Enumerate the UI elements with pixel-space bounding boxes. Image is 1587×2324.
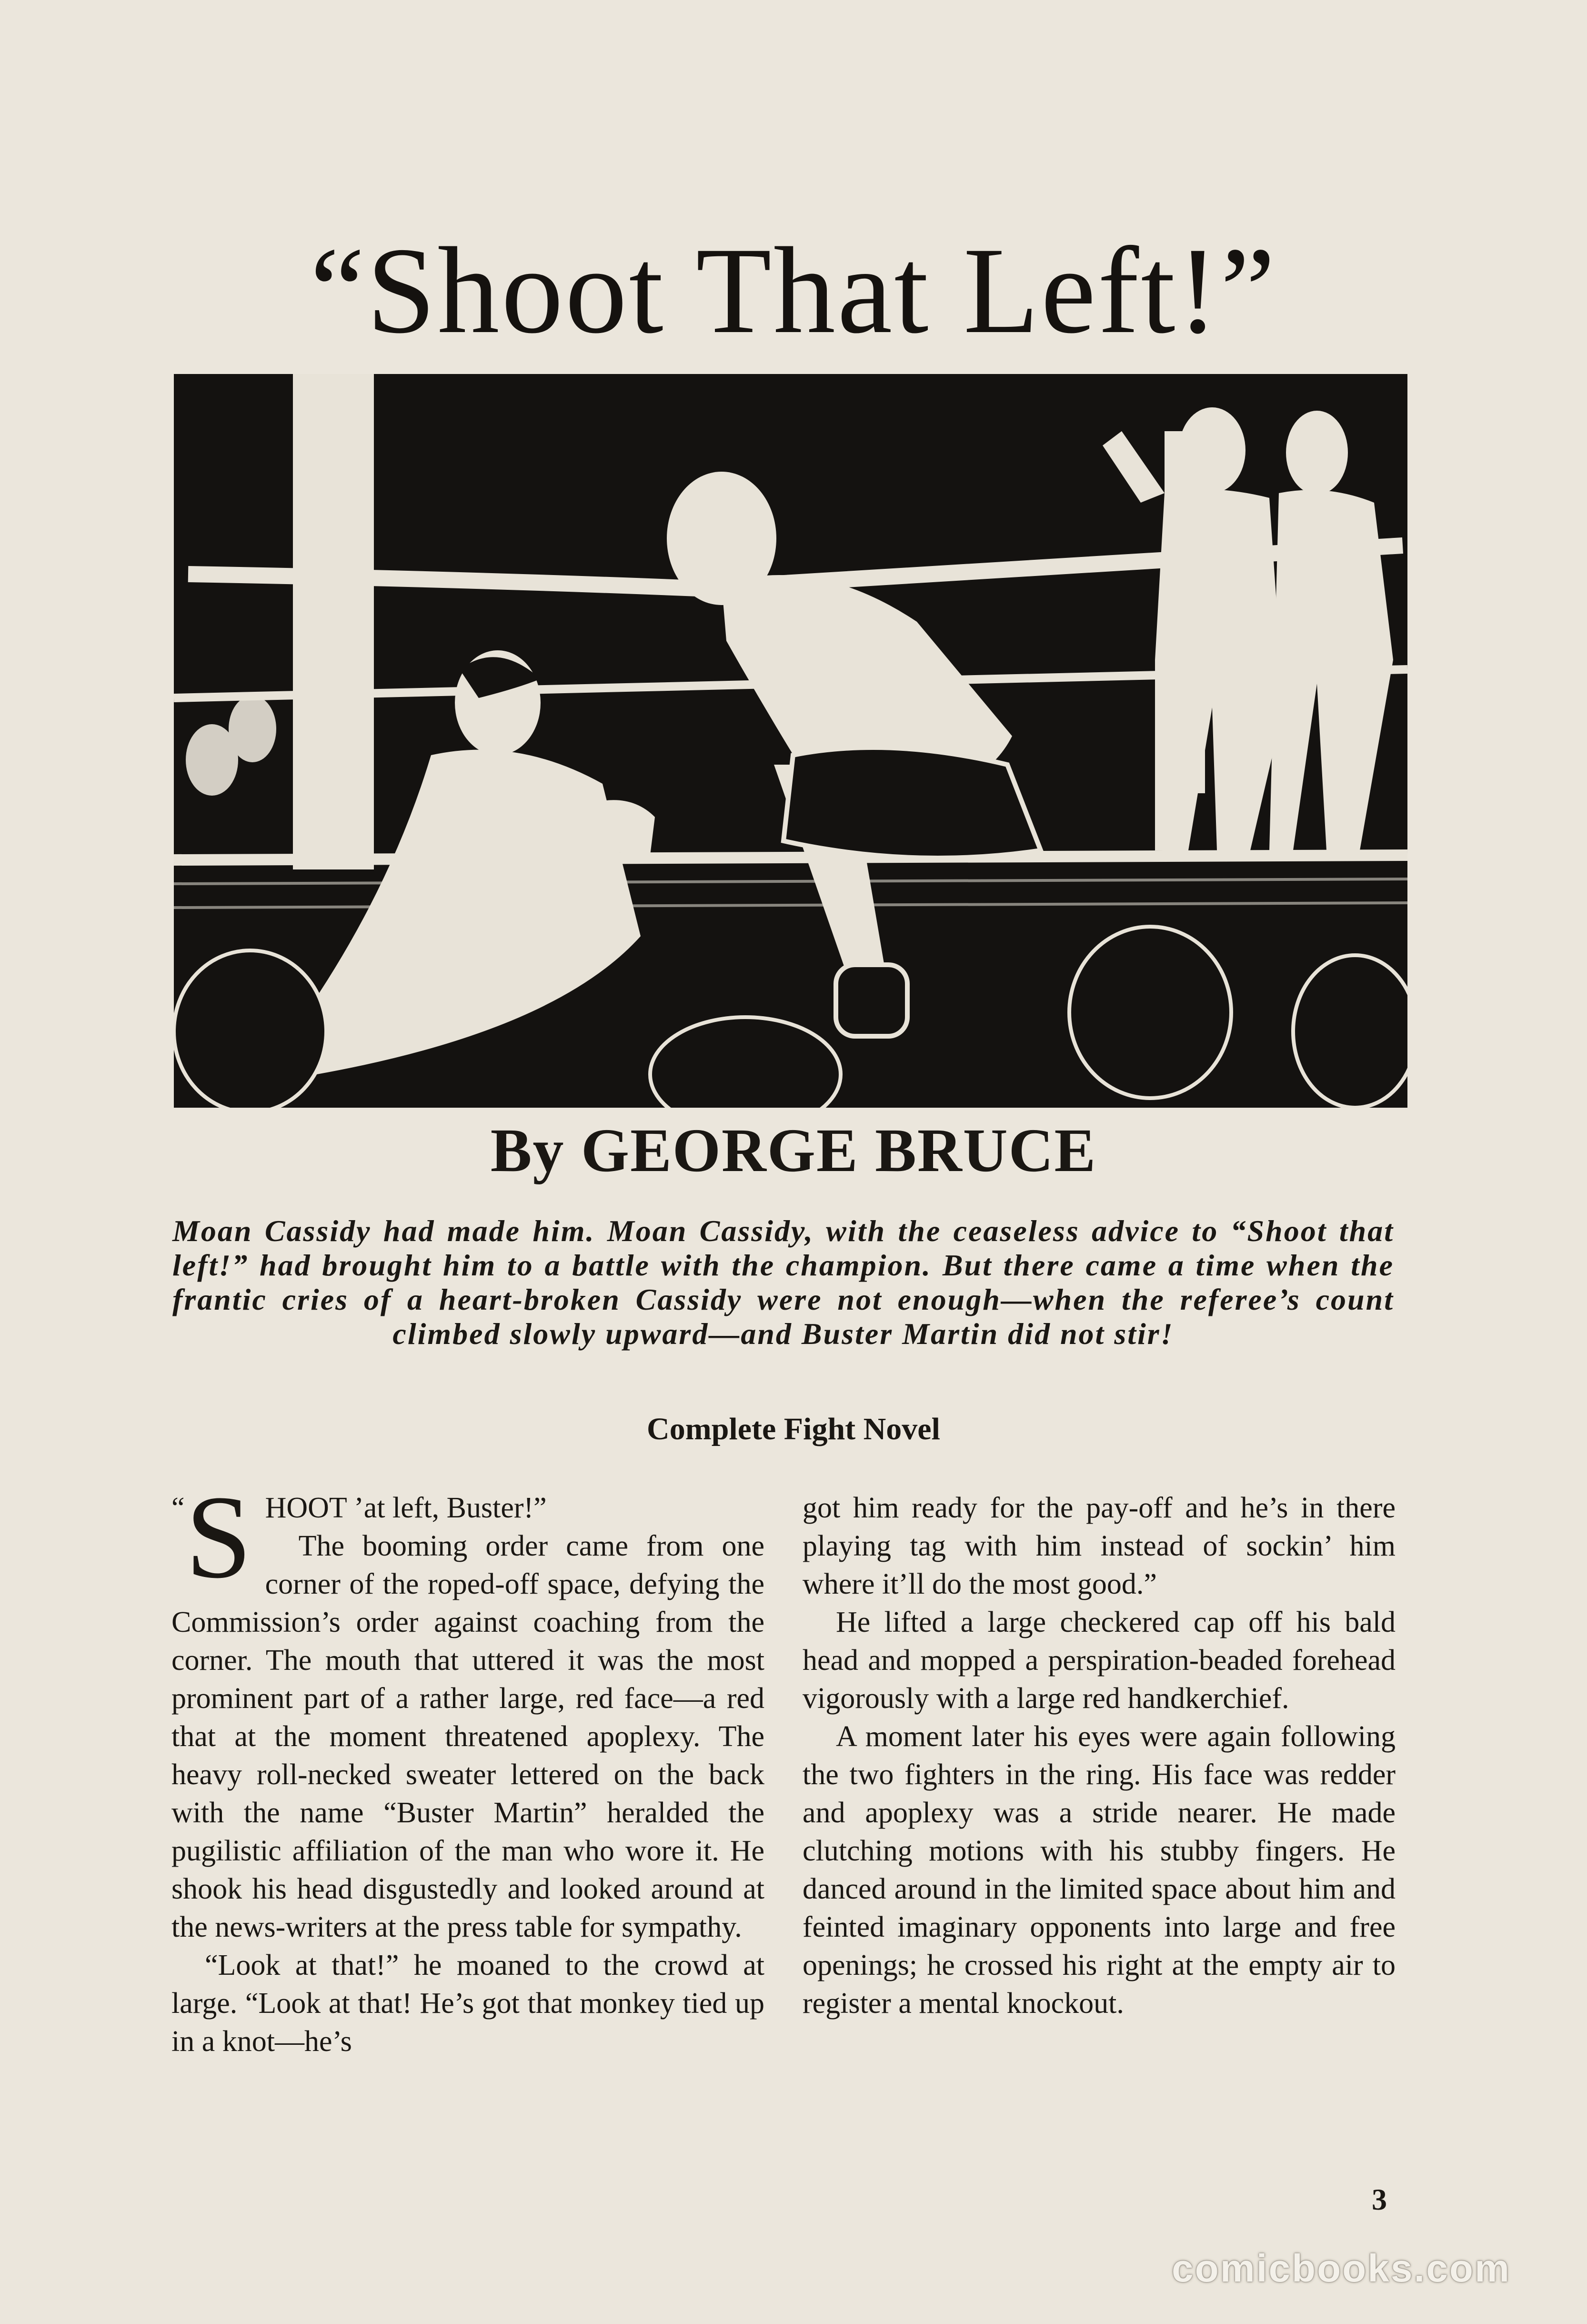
paragraph [171, 1471, 764, 1603]
story-title: “Shoot That Left!” [310, 222, 1277, 359]
story-category: Complete Fight Novel [647, 1412, 940, 1446]
page-number: 3 [1372, 2183, 1387, 2216]
author-byline: By GEORGE BRUCE [490, 1116, 1097, 1185]
paragraph: He lifted a large checkered cap off his bald head and mopped a perspiration-beaded forehead vigorously with a large red handkerchief. [803, 1606, 1396, 1715]
paragraph: got him ready for the pay-off and he’s in there playing tag with him instead of sockin’ him where it’ll do the most good.” [803, 1492, 1396, 1600]
watermark: comicbooks.com [1172, 2247, 1511, 2290]
text-column-right [803, 1489, 1396, 2022]
text-column-left [171, 1471, 764, 2061]
story-blurb: Moan Cassidy had made him. Moan Cassidy, with the ceaseless advice to “Shoot that left!” had brought him to a battle with the champion. But there came a time when the frantic cries of a heart-broken Cassidy were not enough—when the referee’s count climbed slowly upward—and Buster Martin did not stir! [172, 1214, 1394, 1351]
illustration-drawing [174, 374, 1407, 1108]
drop-quote-mark: “ [171, 1492, 185, 1524]
paragraph: “Look at that!” he moaned to the crowd at large. “Look at that! He’s got that monkey tied up in a knot—he’s [171, 1949, 764, 2058]
paragraph-text: HOOT ’at left, Buster!” [265, 1492, 547, 1524]
boxing-ring-illustration [174, 374, 1407, 1108]
paragraph: The booming order came from one corner of the roped-off space, defying the Commission’s order against coaching from the corner. The mouth that uttered it was the most prominent part of a rather large, red face—a red that at the moment threatened apoplexy. The heavy roll-necked sweater lettered on the back with the name “Buster Martin” heralded the pugilistic affiliation of the man who wore it. He shook his head disgustedly and looked around at the news-writers at the press table for sympathy. [171, 1530, 764, 1943]
paragraph: A moment later his eyes were again following the two fighters in the ring. His face was redder and apoplexy was a stride nearer. He made clutching motions with his stubby fingers. He danced around in the limited space about him and feinted imaginary opponents into large and free openings; he crossed his right at the empty air to register a mental knockout. [803, 1720, 1396, 2020]
drop-cap: S [185, 1471, 252, 1603]
